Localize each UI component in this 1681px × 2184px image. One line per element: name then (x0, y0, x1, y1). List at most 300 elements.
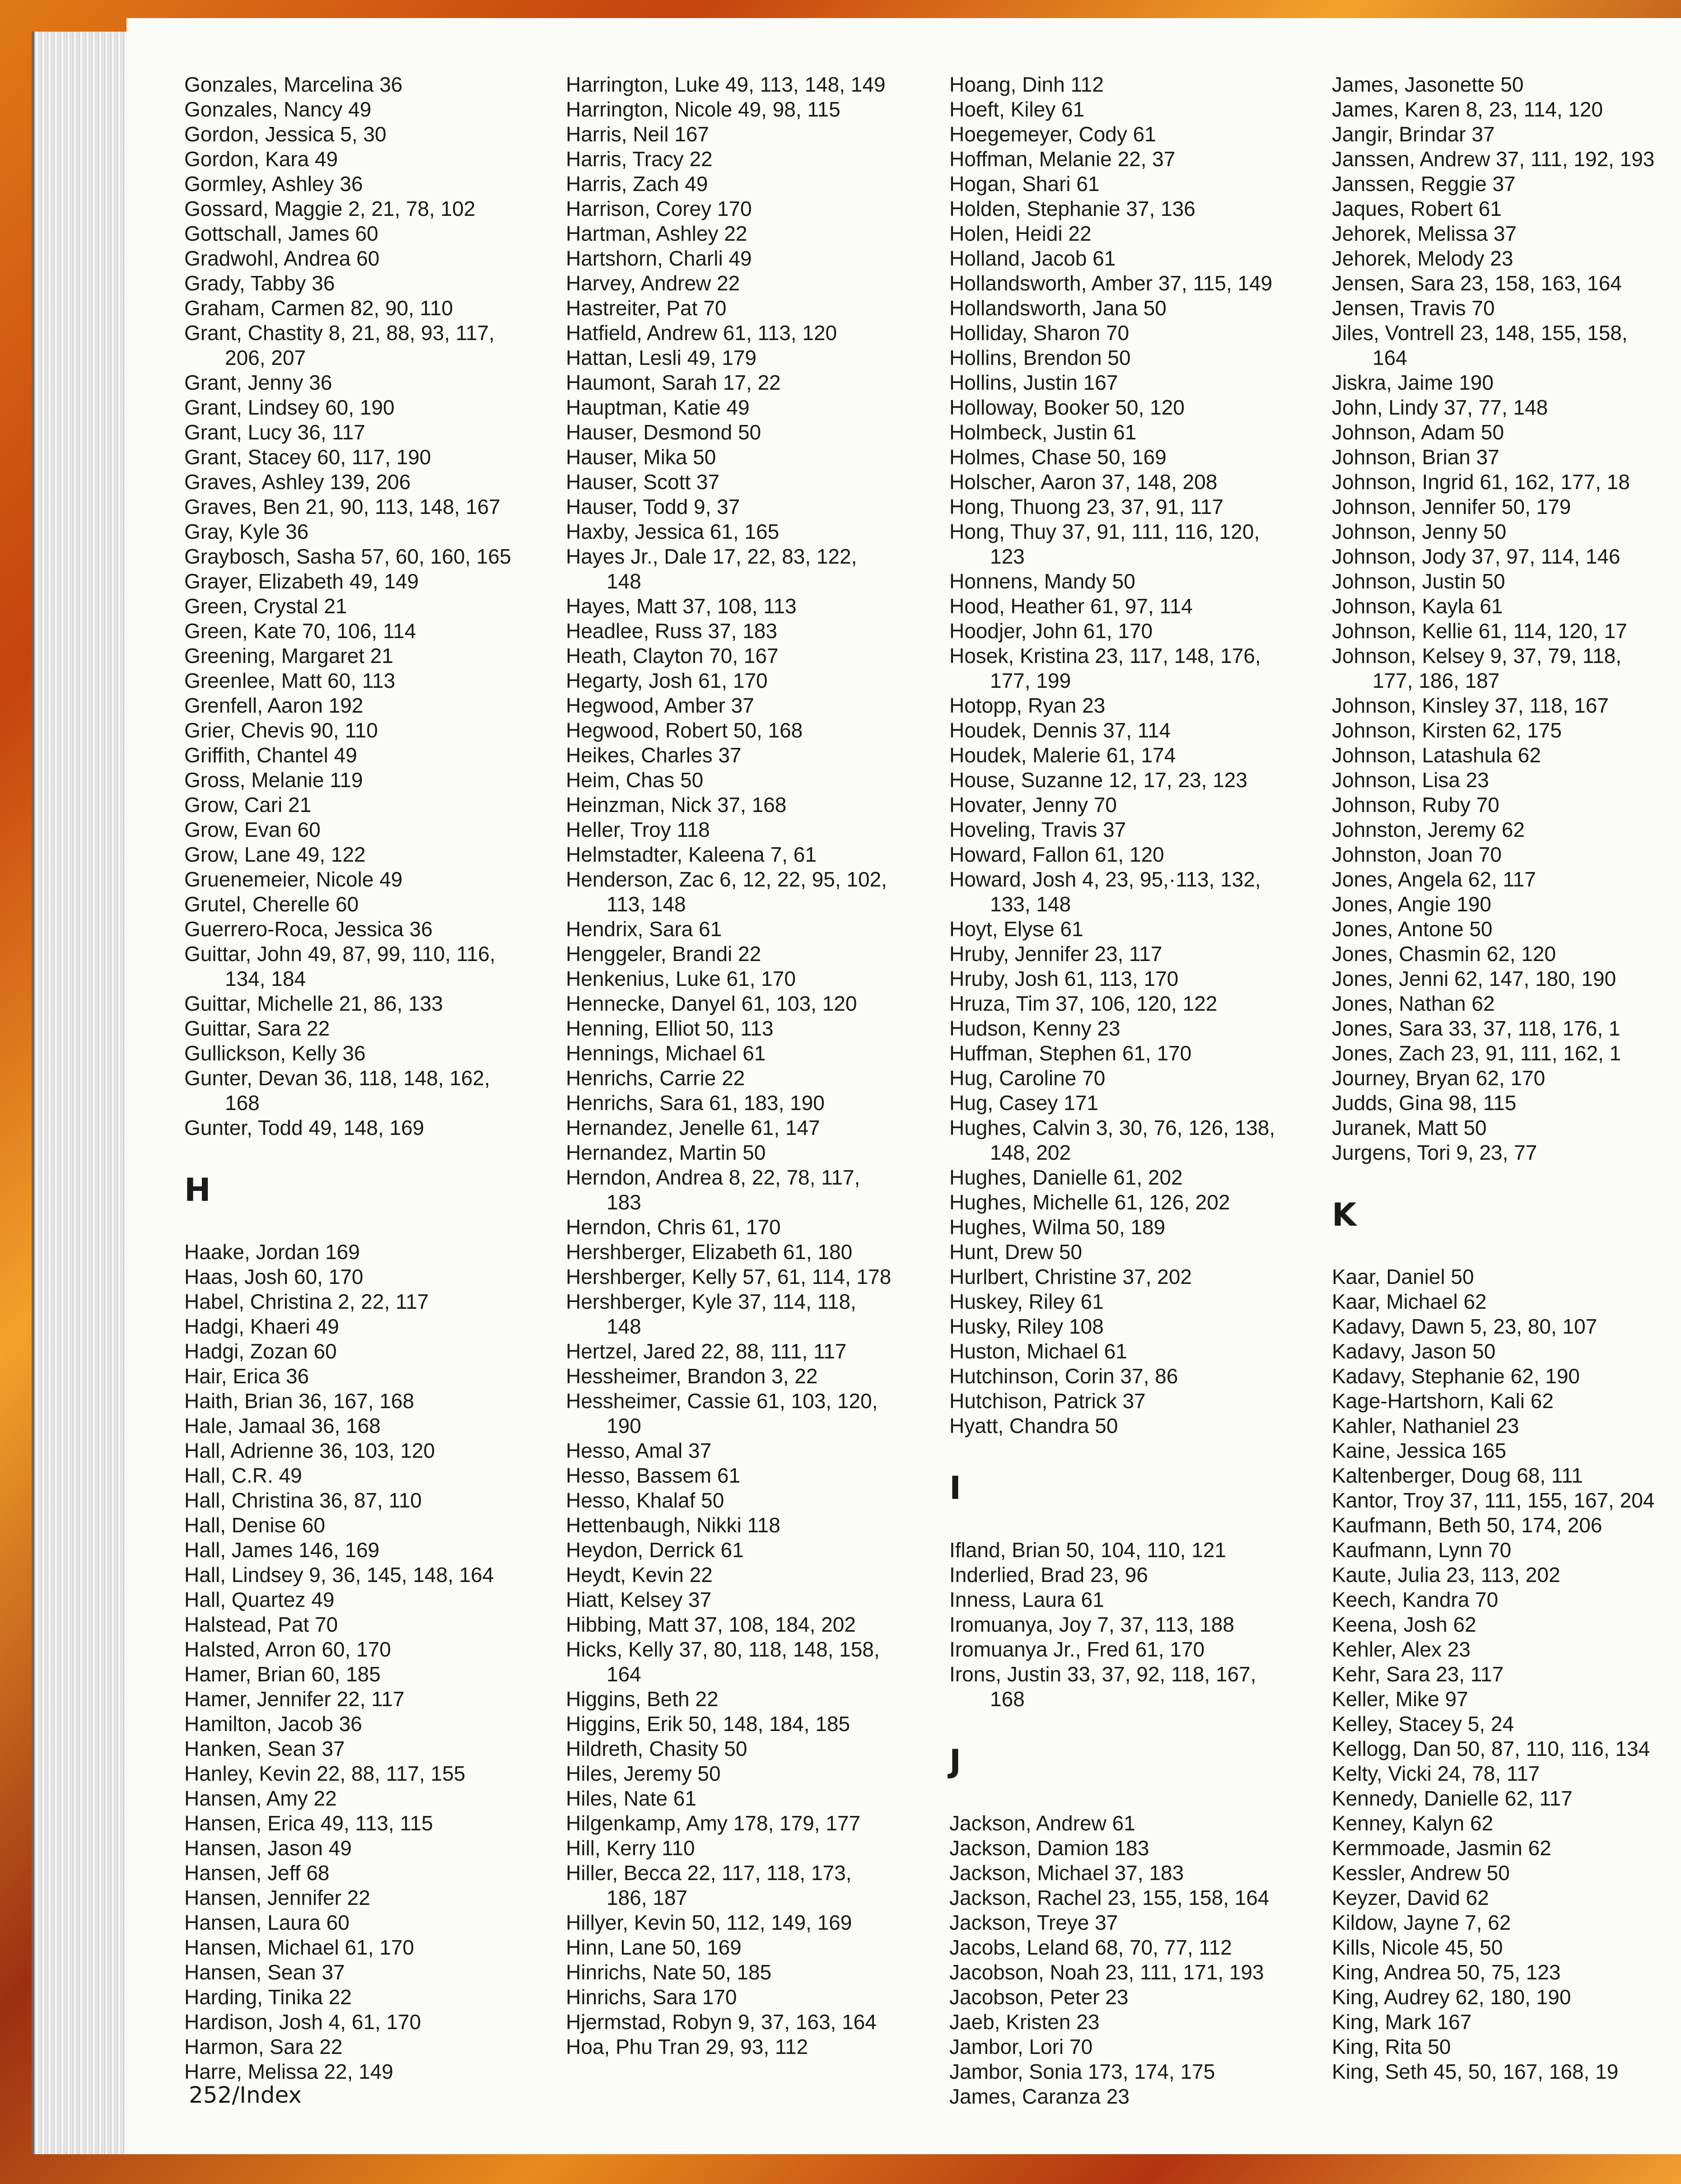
index-entry: Kage-Hartshorn, Kali 62 (1332, 1389, 1554, 1413)
index-entry: Hall, Lindsey 9, 36, 145, 148, 164 (184, 1563, 494, 1587)
index-entry: Hosek, Kristina 23, 117, 148, 176, (949, 644, 1261, 667)
section-spacer (949, 1438, 1320, 1463)
index-entry: Henderson, Zac 6, 12, 22, 95, 102, (566, 868, 887, 891)
index-entry: Hatfield, Andrew 61, 113, 120 (566, 321, 837, 345)
index-entry: Hauser, Scott 37 (566, 470, 720, 494)
section-letter-heading: J (949, 1743, 962, 1780)
index-entry: Herndon, Andrea 8, 22, 78, 117, (566, 1166, 860, 1189)
index-entry: Haxby, Jessica 61, 165 (566, 520, 780, 543)
index-entry: King, Rita 50 (1332, 2035, 1451, 2058)
index-entry: Gross, Melanie 119 (184, 768, 363, 792)
index-entry: Jurgens, Tori 9, 23, 77 (1332, 1141, 1537, 1164)
index-entry: Hernandez, Jenelle 61, 147 (566, 1116, 820, 1139)
index-entry: Jones, Jenni 62, 147, 180, 190 (1332, 967, 1616, 990)
index-entry: Harris, Tracy 22 (566, 147, 713, 171)
index-entry: Gossard, Maggie 2, 21, 78, 102 (184, 197, 476, 220)
index-entry: Johnson, Latashula 62 (1332, 743, 1541, 767)
index-entry: Hartshorn, Charli 49 (566, 247, 752, 270)
index-entry-continuation: 206, 207 (225, 346, 306, 369)
index-entry: Harding, Tinika 22 (184, 1985, 352, 2009)
index-entry: Kelley, Stacey 5, 24 (1332, 1712, 1514, 1736)
index-entry: James, Jasonette 50 (1332, 73, 1524, 96)
index-entry: Gunter, Devan 36, 118, 148, 162, (184, 1066, 490, 1090)
index-entry: Kessler, Andrew 50 (1332, 1861, 1510, 1885)
index-entry: Holloway, Booker 50, 120 (949, 396, 1185, 419)
index-entry: Inness, Laura 61 (949, 1588, 1104, 1611)
index-entry: Holland, Jacob 61 (949, 247, 1116, 270)
index-entry: Johnson, Kirsten 62, 175 (1332, 719, 1562, 742)
index-entry: Kildow, Jayne 7, 62 (1332, 1911, 1511, 1934)
index-entry: Griffith, Chantel 49 (184, 743, 357, 767)
index-entry: Hennecke, Danyel 61, 103, 120 (566, 992, 857, 1015)
index-entry: Kahler, Nathaniel 23 (1332, 1414, 1519, 1437)
index-entry: Henning, Elliot 50, 113 (566, 1017, 774, 1040)
index-entry: Hurlbert, Christine 37, 202 (949, 1265, 1192, 1288)
index-entry: Harrington, Luke 49, 113, 148, 149 (566, 73, 886, 96)
index-entry: Hall, Christina 36, 87, 110 (184, 1489, 422, 1512)
index-entry: Jones, Angela 62, 117 (1332, 868, 1536, 891)
index-entry: Hayes Jr., Dale 17, 22, 83, 122, (566, 545, 857, 568)
index-entry: Hibbing, Matt 37, 108, 184, 202 (566, 1613, 856, 1636)
section-spacer (184, 1215, 555, 1240)
index-entry: Guittar, John 49, 87, 99, 110, 116, (184, 942, 495, 966)
index-entry: Jensen, Sara 23, 158, 163, 164 (1332, 271, 1622, 295)
index-entry-continuation: 183 (607, 1190, 641, 1214)
index-entry: Graham, Carmen 82, 90, 110 (184, 296, 453, 320)
index-entry: Husky, Riley 108 (949, 1315, 1104, 1338)
index-entry: Hudson, Kenny 23 (949, 1017, 1121, 1040)
index-entry: Kaltenberger, Doug 68, 111 (1332, 1464, 1583, 1487)
index-entry: Jones, Sara 33, 37, 118, 176, 1 (1332, 1017, 1620, 1040)
index-entry: Halstead, Pat 70 (184, 1613, 338, 1636)
index-entry: Huskey, Riley 61 (949, 1290, 1104, 1313)
index-entry: Heikes, Charles 37 (566, 743, 742, 767)
index-entry: King, Andrea 50, 75, 123 (1332, 1960, 1561, 1984)
section-letter-heading: H (184, 1171, 211, 1209)
index-entry: Kantor, Troy 37, 111, 155, 167, 204 (1332, 1489, 1655, 1512)
index-entry: Higgins, Beth 22 (566, 1687, 719, 1711)
index-entry: Grant, Lindsey 60, 190 (184, 396, 395, 419)
index-entry: Jangir, Brindar 37 (1332, 122, 1495, 146)
index-entry: Hesso, Khalaf 50 (566, 1489, 724, 1512)
index-entry: Grow, Cari 21 (184, 793, 312, 817)
index-entry-continuation: 168 (990, 1687, 1025, 1711)
index-entry: Hansen, Michael 61, 170 (184, 1936, 414, 1959)
index-entry: Gruenemeier, Nicole 49 (184, 868, 403, 891)
index-entry: Janssen, Andrew 37, 111, 192, 193 (1332, 147, 1655, 171)
index-entry: Hauser, Mika 50 (566, 445, 716, 469)
index-entry: Grenfell, Aaron 192 (184, 694, 364, 717)
index-entry: Kelty, Vicki 24, 78, 117 (1332, 1762, 1540, 1785)
index-entry: Hendrix, Sara 61 (566, 917, 722, 941)
index-entry: Gottschall, James 60 (184, 222, 378, 245)
index-entry-continuation: 148 (607, 1315, 641, 1338)
index-entry: Houdek, Dennis 37, 114 (949, 719, 1171, 742)
index-entry: Hughes, Calvin 3, 30, 76, 126, 138, (949, 1116, 1275, 1139)
index-entry: Halsted, Arron 60, 170 (184, 1638, 391, 1661)
index-entry: Hruby, Jennifer 23, 117 (949, 942, 1163, 966)
index-entry: Janssen, Reggie 37 (1332, 172, 1516, 196)
index-entry: Hong, Thuy 37, 91, 111, 116, 120, (949, 520, 1260, 543)
index-entry: Kaute, Julia 23, 113, 202 (1332, 1563, 1560, 1587)
index-entry: Jaeb, Kristen 23 (949, 2010, 1100, 2034)
index-entry: Hartman, Ashley 22 (566, 222, 747, 245)
index-entry: Higgins, Erik 50, 148, 184, 185 (566, 1712, 850, 1736)
index-entry: Kaufmann, Lynn 70 (1332, 1538, 1512, 1562)
index-entry-continuation: 177, 199 (990, 669, 1071, 692)
index-entry: Grant, Lucy 36, 117 (184, 420, 365, 444)
index-entry: John, Lindy 37, 77, 148 (1332, 396, 1548, 419)
index-entry: Hinrichs, Nate 50, 185 (566, 1960, 772, 1984)
index-entry: Kaar, Michael 62 (1332, 1290, 1487, 1313)
index-entry: Hauser, Todd 9, 37 (566, 495, 740, 518)
index-entry: Helmstadter, Kaleena 7, 61 (566, 843, 817, 866)
index-entry: Hiles, Jeremy 50 (566, 1762, 721, 1785)
index-entry: Jacobson, Peter 23 (949, 1985, 1129, 2009)
index-entry: Grant, Chastity 8, 21, 88, 93, 117, (184, 321, 495, 345)
index-entry: Holscher, Aaron 37, 148, 208 (949, 470, 1218, 494)
index-entry: Gunter, Todd 49, 148, 169 (184, 1116, 425, 1139)
index-entry: Hamer, Jennifer 22, 117 (184, 1687, 405, 1711)
index-entry: Howard, Josh 4, 23, 95,·113, 132, (949, 868, 1261, 891)
index-entry: Hollandsworth, Jana 50 (949, 296, 1167, 320)
index-entry: Habel, Christina 2, 22, 117 (184, 1290, 429, 1313)
index-entry: Jones, Zach 23, 91, 111, 162, 1 (1332, 1041, 1621, 1065)
book-page-edges (32, 32, 134, 2154)
index-entry: Johnson, Ingrid 61, 162, 177, 18 (1332, 470, 1630, 494)
index-entry: Gonzales, Marcelina 36 (184, 73, 403, 96)
index-entry: Hansen, Jason 49 (184, 1836, 352, 1860)
index-entry-continuation: 113, 148 (607, 892, 686, 916)
index-entry: Hall, Adrienne 36, 103, 120 (184, 1439, 435, 1462)
index-entry: Hoyt, Elyse 61 (949, 917, 1083, 941)
index-entry: Gordon, Kara 49 (184, 147, 338, 171)
index-entry: Hamilton, Jacob 36 (184, 1712, 362, 1736)
index-entry: House, Suzanne 12, 17, 23, 123 (949, 768, 1247, 792)
index-entry: Jacobs, Leland 68, 70, 77, 112 (949, 1936, 1232, 1959)
index-entry: Heinzman, Nick 37, 168 (566, 793, 787, 817)
index-entry: Holmbeck, Justin 61 (949, 420, 1137, 444)
index-entry: Johnson, Brian 37 (1332, 445, 1499, 469)
index-entry: Hanken, Sean 37 (184, 1737, 345, 1760)
index-entry: Jones, Nathan 62 (1332, 992, 1495, 1015)
index-entry: Hesso, Bassem 61 (566, 1464, 741, 1487)
index-entry: Hotopp, Ryan 23 (949, 694, 1106, 717)
index-entry: Hjermstad, Robyn 9, 37, 163, 164 (566, 2010, 877, 2034)
index-entry: Grutel, Cherelle 60 (184, 892, 359, 916)
index-entry: King, Seth 45, 50, 167, 168, 19 (1332, 2060, 1619, 2083)
index-entry: Gradwohl, Andrea 60 (184, 247, 380, 270)
index-entry: Heydt, Kevin 22 (566, 1563, 713, 1587)
index-entry: Kehr, Sara 23, 117 (1332, 1662, 1504, 1686)
index-entry: Hegarty, Josh 61, 170 (566, 669, 768, 692)
index-entry: Hadgi, Zozan 60 (184, 1339, 337, 1363)
index-entry: Hansen, Jennifer 22 (184, 1886, 370, 1909)
index-entry: Henrichs, Sara 61, 183, 190 (566, 1091, 825, 1115)
index-entry: Gordon, Jessica 5, 30 (184, 122, 387, 146)
index-entry-continuation: 123 (990, 545, 1025, 568)
index-entry: Grier, Chevis 90, 110 (184, 719, 378, 742)
index-entry: Hansen, Laura 60 (184, 1911, 350, 1934)
index-entry: Keyzer, David 62 (1332, 1886, 1489, 1909)
index-entry: Hegwood, Robert 50, 168 (566, 719, 803, 742)
index-entry: Hall, Denise 60 (184, 1513, 325, 1537)
index-entry: Honnens, Mandy 50 (949, 569, 1135, 593)
index-entry: Hauser, Desmond 50 (566, 420, 761, 444)
index-entry: Jackson, Andrew 61 (949, 1811, 1135, 1835)
index-entry: Hruby, Josh 61, 113, 170 (949, 967, 1179, 990)
index-entry: Grow, Evan 60 (184, 818, 321, 841)
index-entry: Kenney, Kalyn 62 (1332, 1811, 1494, 1835)
index-entry: Kellogg, Dan 50, 87, 110, 116, 134 (1332, 1737, 1650, 1760)
index-entry: Johnson, Adam 50 (1332, 420, 1504, 444)
section-letter-heading: I (949, 1470, 962, 1507)
index-entry: Hansen, Jeff 68 (184, 1861, 330, 1885)
index-entry: Hyatt, Chandra 50 (949, 1414, 1118, 1437)
index-entry: Hollins, Brendon 50 (949, 346, 1131, 369)
index-entry: Hansen, Sean 37 (184, 1960, 345, 1984)
index-column-3 (949, 72, 1320, 2109)
index-entry: Hilgenkamp, Amy 178, 179, 177 (566, 1811, 861, 1835)
index-entry: Heller, Troy 118 (566, 818, 710, 841)
index-entry: Headlee, Russ 37, 183 (566, 619, 777, 643)
index-page (126, 18, 1681, 2154)
index-entry: Hillyer, Kevin 50, 112, 149, 169 (566, 1911, 852, 1934)
page-folio: 252/Index (189, 2082, 302, 2108)
index-entry: Kennedy, Danielle 62, 117 (1332, 1787, 1573, 1810)
index-entry: Johnson, Jody 37, 97, 114, 146 (1332, 545, 1620, 568)
index-entry: Hunt, Drew 50 (949, 1240, 1083, 1264)
index-entry: Jambor, Lori 70 (949, 2035, 1093, 2058)
index-entry: King, Mark 167 (1332, 2010, 1472, 2034)
index-entry: Hiles, Nate 61 (566, 1787, 696, 1810)
index-entry: Huston, Michael 61 (949, 1339, 1127, 1363)
index-entry: Jackson, Damion 183 (949, 1836, 1149, 1860)
index-entry: Haake, Jordan 169 (184, 1240, 360, 1264)
index-entry: Johnson, Justin 50 (1332, 569, 1505, 593)
index-entry-continuation: 148 (607, 569, 641, 593)
index-entry: Hall, C.R. 49 (184, 1464, 302, 1487)
index-entry: Jiskra, Jaime 190 (1332, 371, 1494, 394)
index-entry: Hair, Erica 36 (184, 1364, 309, 1388)
index-entry: Hessheimer, Cassie 61, 103, 120, (566, 1389, 878, 1413)
index-entry: Guittar, Michelle 21, 86, 133 (184, 992, 443, 1015)
index-entry: Holden, Stephanie 37, 136 (949, 197, 1195, 220)
index-entry: Iromuanya Jr., Fred 61, 170 (949, 1638, 1205, 1661)
index-entry: Hiller, Becca 22, 117, 118, 173, (566, 1861, 852, 1885)
index-entry: Hansen, Amy 22 (184, 1787, 337, 1810)
index-entry: Kaine, Jessica 165 (1332, 1439, 1507, 1462)
index-entry: Haith, Brian 36, 167, 168 (184, 1389, 414, 1413)
index-entry: Inderlied, Brad 23, 96 (949, 1563, 1148, 1587)
index-entry: Hoveling, Travis 37 (949, 818, 1126, 841)
index-entry: Hutchinson, Corin 37, 86 (949, 1364, 1178, 1388)
index-entry: Jehorek, Melissa 37 (1332, 222, 1517, 245)
index-column-2 (566, 72, 936, 2059)
index-entry: Hildreth, Chasity 50 (566, 1737, 747, 1760)
index-entry: Jones, Angie 190 (1332, 892, 1491, 916)
section-spacer (184, 1140, 555, 1165)
index-entry: Hennings, Michael 61 (566, 1041, 766, 1065)
index-entry: Keech, Kandra 70 (1332, 1588, 1499, 1611)
index-entry: Greening, Margaret 21 (184, 644, 393, 667)
index-entry: Huffman, Stephen 61, 170 (949, 1041, 1192, 1065)
index-entry: Kaufmann, Beth 50, 174, 206 (1332, 1513, 1602, 1537)
index-entry: Guittar, Sara 22 (184, 1017, 330, 1040)
index-entry: Grant, Jenny 36 (184, 371, 332, 394)
index-entry: Kermmoade, Jasmin 62 (1332, 1836, 1551, 1860)
index-entry: Hiatt, Kelsey 37 (566, 1588, 712, 1611)
index-entry: Kaar, Daniel 50 (1332, 1265, 1474, 1288)
index-entry: Grant, Stacey 60, 117, 190 (184, 445, 431, 469)
index-entry: Grady, Tabby 36 (184, 271, 335, 295)
index-entry: Hamer, Brian 60, 185 (184, 1662, 381, 1686)
index-entry: Hoang, Dinh 112 (949, 73, 1104, 96)
index-entry: Hettenbaugh, Nikki 118 (566, 1513, 780, 1537)
index-entry: Hessheimer, Brandon 3, 22 (566, 1364, 818, 1388)
index-entry: Houdek, Malerie 61, 174 (949, 743, 1176, 767)
index-entry: Judds, Gina 98, 115 (1332, 1091, 1517, 1115)
index-entry: Johnston, Jeremy 62 (1332, 818, 1525, 841)
index-entry-continuation: 168 (225, 1091, 260, 1115)
index-entry: Hill, Kerry 110 (566, 1836, 695, 1860)
index-entry: Holmes, Chase 50, 169 (949, 445, 1167, 469)
index-entry: James, Karen 8, 23, 114, 120 (1332, 98, 1603, 121)
index-entry: Henggeler, Brandi 22 (566, 942, 761, 966)
index-entry: Hoeft, Kiley 61 (949, 98, 1085, 121)
index-entry: Hong, Thuong 23, 37, 91, 117 (949, 495, 1224, 518)
index-entry: Hayes, Matt 37, 108, 113 (566, 594, 797, 618)
index-entry: Kehler, Alex 23 (1332, 1638, 1471, 1661)
index-column-4 (1332, 72, 1681, 2084)
index-entry-continuation: 186, 187 (607, 1886, 688, 1909)
index-entry: Henrichs, Carrie 22 (566, 1066, 745, 1090)
index-entry: Gray, Kyle 36 (184, 520, 309, 543)
index-entry: Hoegemeyer, Cody 61 (949, 122, 1156, 146)
index-entry: James, Caranza 23 (949, 2085, 1130, 2108)
index-entry: Jambor, Sonia 173, 174, 175 (949, 2060, 1215, 2083)
index-entry: Harrison, Corey 170 (566, 197, 752, 220)
index-entry: Keena, Josh 62 (1332, 1613, 1476, 1636)
index-entry: Hershberger, Elizabeth 61, 180 (566, 1240, 853, 1264)
index-entry: Heim, Chas 50 (566, 768, 704, 792)
index-entry: Herndon, Chris 61, 170 (566, 1215, 781, 1239)
index-entry-continuation: 134, 184 (225, 967, 306, 990)
index-entry: Kadavy, Dawn 5, 23, 80, 107 (1332, 1315, 1597, 1338)
index-entry: Kadavy, Stephanie 62, 190 (1332, 1364, 1580, 1388)
index-entry: Hoodjer, John 61, 170 (949, 619, 1153, 643)
index-entry: Hardison, Josh 4, 61, 170 (184, 2010, 421, 2034)
index-entry: Johnson, Jennifer 50, 179 (1332, 495, 1571, 518)
index-entry: Hollandsworth, Amber 37, 115, 149 (949, 271, 1273, 295)
index-entry: Hughes, Wilma 50, 189 (949, 1215, 1166, 1239)
index-entry: Hinrichs, Sara 170 (566, 1985, 737, 2009)
index-entry: Jackson, Rachel 23, 155, 158, 164 (949, 1886, 1270, 1909)
index-entry: Ifland, Brian 50, 104, 110, 121 (949, 1538, 1226, 1562)
index-entry-continuation: 164 (607, 1662, 641, 1686)
index-entry: Harvey, Andrew 22 (566, 271, 740, 295)
index-entry: Kills, Nicole 45, 50 (1332, 1936, 1503, 1959)
index-entry: Hutchison, Patrick 37 (949, 1389, 1146, 1413)
index-entry: Jensen, Travis 70 (1332, 296, 1495, 320)
index-entry: Holen, Heidi 22 (949, 222, 1092, 245)
index-entry-continuation: 190 (607, 1414, 641, 1437)
index-entry: Hoffman, Melanie 22, 37 (949, 147, 1176, 171)
index-entry: Iromuanya, Joy 7, 37, 113, 188 (949, 1613, 1234, 1636)
index-entry: Hanley, Kevin 22, 88, 117, 155 (184, 1762, 466, 1785)
index-entry: Hoa, Phu Tran 29, 93, 112 (566, 2035, 808, 2058)
index-entry: Harmon, Sara 22 (184, 2035, 343, 2058)
index-entry: Haumont, Sarah 17, 22 (566, 371, 781, 394)
index-entry: Harrington, Nicole 49, 98, 115 (566, 98, 840, 121)
index-entry: Hattan, Lesli 49, 179 (566, 346, 756, 369)
index-entry: Graves, Ben 21, 90, 113, 148, 167 (184, 495, 500, 518)
index-entry: Hughes, Michelle 61, 126, 202 (949, 1190, 1230, 1214)
index-entry: Harris, Zach 49 (566, 172, 708, 196)
index-entry: Hall, James 146, 169 (184, 1538, 380, 1562)
index-entry: Hollins, Justin 167 (949, 371, 1118, 394)
index-entry: Hughes, Danielle 61, 202 (949, 1166, 1183, 1189)
index-entry: Hicks, Kelly 37, 80, 118, 148, 158, (566, 1638, 880, 1661)
index-entry: Hug, Caroline 70 (949, 1066, 1106, 1090)
index-entry: Heydon, Derrick 61 (566, 1538, 744, 1562)
index-entry: Johnson, Kellie 61, 114, 120, 17 (1332, 619, 1627, 643)
index-entry: Johnston, Joan 70 (1332, 843, 1502, 866)
index-entry: Hertzel, Jared 22, 88, 111, 117 (566, 1339, 847, 1363)
index-entry: Hall, Quartez 49 (184, 1588, 335, 1611)
index-entry: Hesso, Amal 37 (566, 1439, 712, 1462)
index-entry: Holliday, Sharon 70 (949, 321, 1130, 345)
index-entry: Johnson, Kayla 61 (1332, 594, 1503, 618)
index-entry: Keller, Mike 97 (1332, 1687, 1468, 1711)
index-entry: Hershberger, Kelly 57, 61, 114, 178 (566, 1265, 892, 1288)
index-entry: Hale, Jamaal 36, 168 (184, 1414, 381, 1437)
section-spacer (949, 1786, 1320, 1811)
section-spacer (949, 1513, 1320, 1538)
index-entry-continuation: 177, 186, 187 (1373, 669, 1500, 692)
index-entry: Hastreiter, Pat 70 (566, 296, 727, 320)
index-entry: Hansen, Erica 49, 113, 115 (184, 1811, 433, 1835)
index-entry: Hruza, Tim 37, 106, 120, 122 (949, 992, 1218, 1015)
index-entry: Journey, Bryan 62, 170 (1332, 1066, 1546, 1090)
index-entry: Johnson, Lisa 23 (1332, 768, 1489, 792)
section-spacer (949, 1712, 1320, 1736)
index-entry: Hood, Heather 61, 97, 114 (949, 594, 1193, 618)
index-entry-continuation: 148, 202 (990, 1141, 1071, 1164)
index-entry: Haas, Josh 60, 170 (184, 1265, 364, 1288)
index-entry: Kadavy, Jason 50 (1332, 1339, 1496, 1363)
index-entry: Henkenius, Luke 61, 170 (566, 967, 796, 990)
index-entry: Hug, Casey 171 (949, 1091, 1098, 1115)
index-entry: Irons, Justin 33, 37, 92, 118, 167, (949, 1662, 1256, 1686)
index-entry-continuation: 133, 148 (990, 892, 1071, 916)
index-entry: Hogan, Shari 61 (949, 172, 1100, 196)
index-entry: Green, Crystal 21 (184, 594, 347, 618)
section-letter-heading: K (1332, 1196, 1357, 1233)
index-entry: Johnson, Kelsey 9, 37, 79, 118, (1332, 644, 1622, 667)
index-entry: Hinn, Lane 50, 169 (566, 1936, 742, 1959)
index-entry: Hernandez, Martin 50 (566, 1141, 766, 1164)
index-entry: Johnson, Ruby 70 (1332, 793, 1499, 817)
index-entry: Hauptman, Katie 49 (566, 396, 750, 419)
index-entry: Jackson, Treye 37 (949, 1911, 1118, 1934)
index-entry: Gonzales, Nancy 49 (184, 98, 372, 121)
index-entry: Grow, Lane 49, 122 (184, 843, 366, 866)
index-entry: Jackson, Michael 37, 183 (949, 1861, 1184, 1885)
index-entry: King, Audrey 62, 180, 190 (1332, 1985, 1571, 2009)
index-entry: Johnson, Kinsley 37, 118, 167 (1332, 694, 1609, 717)
index-entry: Juranek, Matt 50 (1332, 1116, 1487, 1139)
